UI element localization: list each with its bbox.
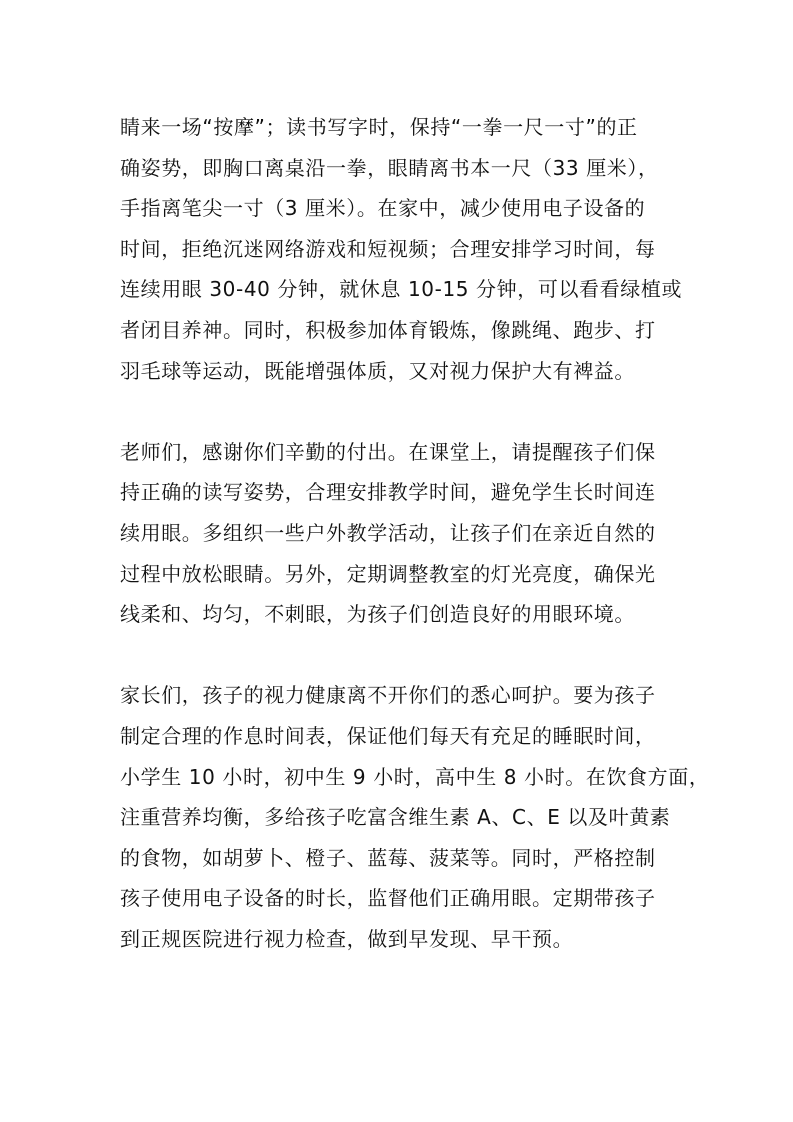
text-line: 小学生 10 小时，初中生 9 小时，高中生 8 小时。在饮食方面， [120,764,710,789]
text-line: 线柔和、均匀，不刺眼，为孩子们创造良好的用眼环境。 [120,602,635,627]
text-line: 到正规医院进行视力检查，做到早发现、早干预。 [120,926,574,951]
text-line: 羽毛球等运动，既能增强体质，又对视力保护大有裨益。 [120,358,635,383]
text-line: 续用眼。多组织一些户外教学活动，让孩子们在亲近自然的 [120,520,656,545]
paragraph-students [120,107,683,391]
paragraph-spacer [120,635,680,676]
text-line: 制定合理的作息时间表，保证他们每天有充足的睡眠时间， [120,723,656,748]
text-line: 手指离笔尖一寸（3 厘米）。在家中，减少使用电子设备的 [120,196,646,221]
text-line: 的食物，如胡萝卜、橙子、蓝莓、菠菜等。同时，严格控制 [120,845,656,870]
text-line: 持正确的读写姿势，合理安排教学时间，避免学生长时间连 [120,480,656,505]
paragraph-parents [120,675,710,959]
paragraph-teachers [120,432,680,635]
text-line: 孩子使用电子设备的时长，监督他们正确用眼。定期带孩子 [120,886,656,911]
text-line: 注重营养均衡，多给孩子吃富含维生素 A、C、E 以及叶黄素 [120,805,671,830]
text-line: 睛来一场“按摩”；读书写字时，保持“一拳一尺一寸”的正 [120,115,638,139]
paragraph-spacer [120,391,680,432]
text-line: 确姿势，即胸口离桌沿一拳，眼睛离书本一尺（33 厘米）， [120,155,659,180]
document-body [120,107,710,959]
text-line: 家长们，孩子的视力健康离不开你们的悉心呵护。要为孩子 [120,683,656,708]
text-line: 老师们，感谢你们辛勤的付出。在课堂上，请提醒孩子们保 [120,439,656,464]
text-line: 连续用眼 30-40 分钟，就休息 10-15 分钟，可以看看绿植或 [120,277,683,302]
text-line: 过程中放松眼睛。另外，定期调整教室的灯光亮度，确保光 [120,561,656,586]
text-line: 时间，拒绝沉迷网络游戏和短视频；合理安排学习时间，每 [120,236,656,261]
text-line: 者闭目养神。同时，积极参加体育锻炼，像跳绳、跑步、打 [120,317,656,342]
